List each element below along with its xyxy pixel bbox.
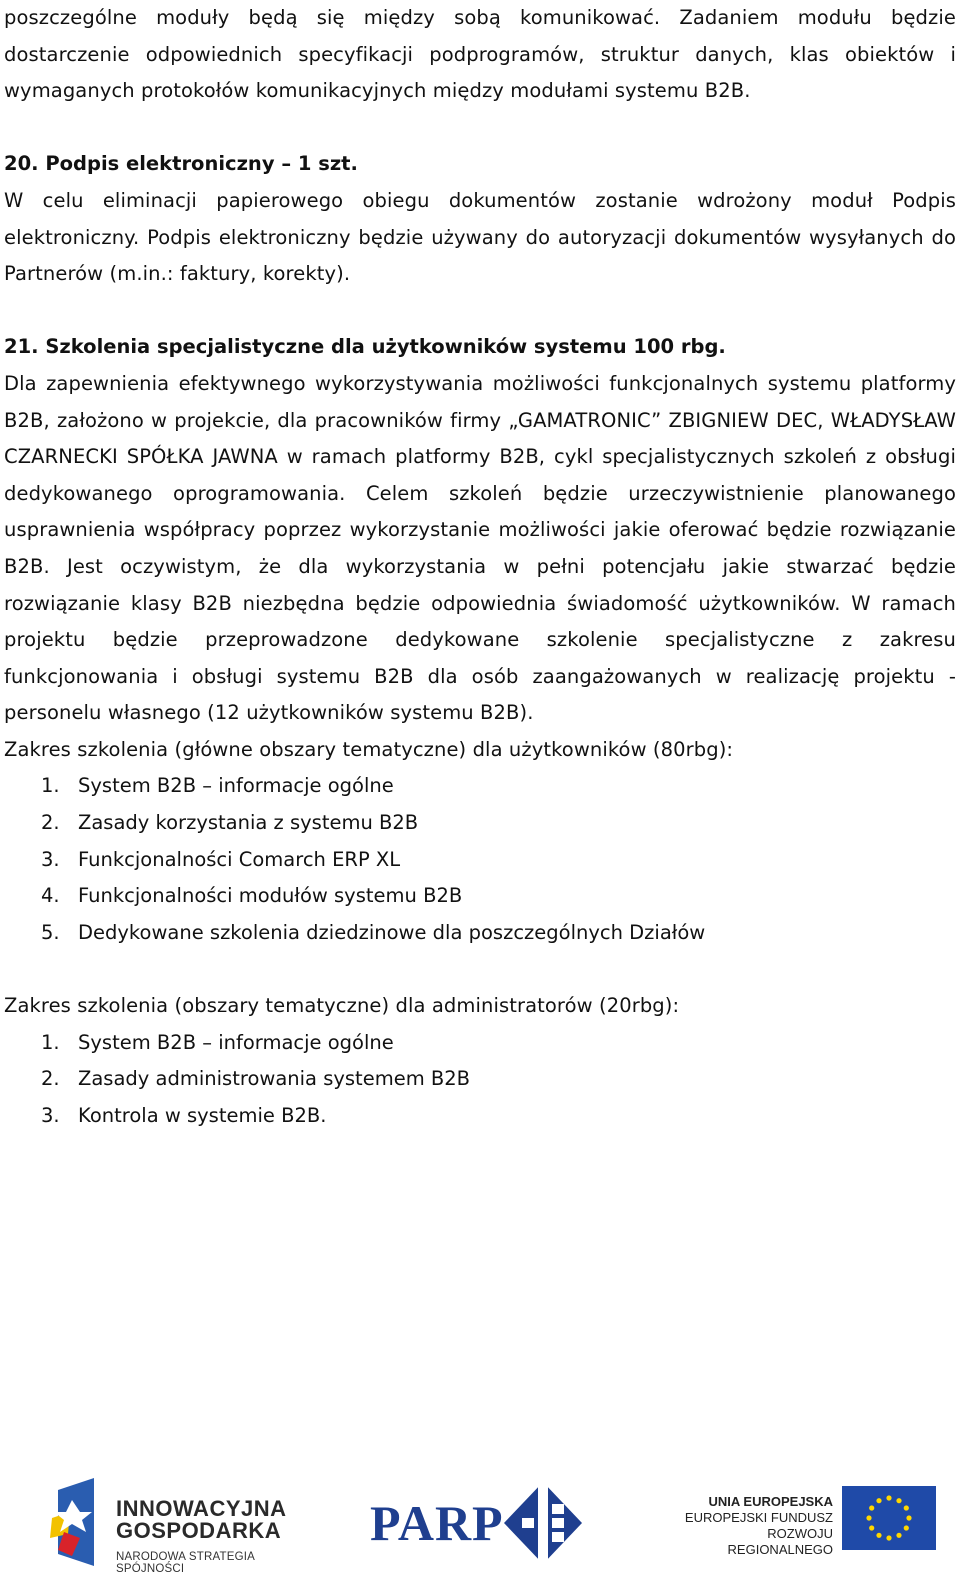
parp-wordmark: PARP (370, 1495, 504, 1551)
list-item: 2. Zasady administrowania systemem B2B (41, 1067, 471, 1091)
admins-scope-intro: Zakres szkolenia (obszary tematyczne) dla administratorów (20rbg): (4, 994, 680, 1018)
section-20-heading: 20. Podpis elektroniczny – 1 szt. (4, 152, 358, 176)
users-scope-intro: Zakres szkolenia (główne obszary tematyczne) dla użytkowników (80rbg): (4, 737, 734, 761)
intro-paragraph: poszczególne moduły będą się między sobą komunikować. Zadaniem modułu będzie dostarczenie odpowiednich specyfikacji podprogramów, struktur danych, klas obiektów i wymaganych protokołów komunikacyjnych między modułami systemu B2B. (4, 6, 956, 103)
ig-title: INNOWACYJNA GOSPODARKA (116, 1496, 287, 1543)
eu-logo (668, 1484, 940, 1556)
ig-emblem-icon (50, 1478, 112, 1568)
footer-logos (0, 1470, 960, 1576)
ig-subtitle: NARODOWA STRATEGIA SPÓJNOŚCI (116, 1551, 255, 1575)
list-item: 3. Funkcjonalności Comarch ERP XL (41, 847, 401, 871)
list-item: 1. System B2B – informacje ogólne (41, 774, 394, 798)
parp-logo (370, 1476, 585, 1566)
list-item: 3. Kontrola w systemie B2B. (41, 1103, 327, 1127)
innowacyjna-gospodarka-logo (50, 1478, 310, 1575)
section-21-body: Dla zapewnienia efektywnego wykorzystywania możliwości funkcjonalnych systemu platformy B2B, założono w projekcie, dla pracowników firmy „GAMATRONIC” ZBIGNIEW DEC, WŁADYSŁAW CZARNECKI SPÓŁKA JAWNA w ramach platformy B2B, cykl specjalistycznych szkoleń z obsługi dedykowanego oprogramowania. Celem szkoleń będzie urzeczywistnienie planowanego usprawnienia współpracy poprzez wykorzystanie możliwości jakie oferować będzie rozwiązanie B2B. Jest oczywistym, że dla wykorzystania w pełni potencjału jakie stwarzać będzie rozwiązanie klasy B2B niezbędna będzie odpowiednia świadomość użytkowników. W ramach projektu będzie przeprowadzone dedykowane szkolenie specjalistyczne z zakresu funkcjonowania i obsługi systemu B2B dla osób zaangażowanych w realizację projektu -personelu własnego (12 użytkowników systemu B2B). (4, 371, 956, 725)
section-21-heading: 21. Szkolenia specjalistyczne dla użytkowników systemu 100 rbg. (4, 335, 726, 359)
users-scope-list (4, 768, 956, 951)
list-item: 4. Funkcjonalności modułów systemu B2B (41, 884, 463, 908)
parp-emblem-icon (502, 1480, 584, 1566)
eu-text: UNIA EUROPEJSKA EUROPEJSKI FUNDUSZ ROZWOJU REGIONALNEGO (684, 1494, 833, 1557)
list-item: 2. Zasady korzystania z systemu B2B (41, 811, 419, 835)
document-body (4, 0, 956, 1134)
list-item: 1. System B2B – informacje ogólne (41, 1030, 394, 1054)
section-20-body: W celu eliminacji papierowego obiegu dokumentów zostanie wdrożony moduł Podpis elektroniczny. Podpis elektroniczny będzie używany do autoryzacji dokumentów wysyłanych do Partnerów (m.in.: faktury, korekty). (4, 188, 956, 286)
list-item: 5. Dedykowane szkolenia dziedzinowe dla poszczególnych Działów (41, 920, 706, 944)
eu-flag-icon (842, 1486, 936, 1550)
admins-scope-list (4, 1025, 956, 1135)
